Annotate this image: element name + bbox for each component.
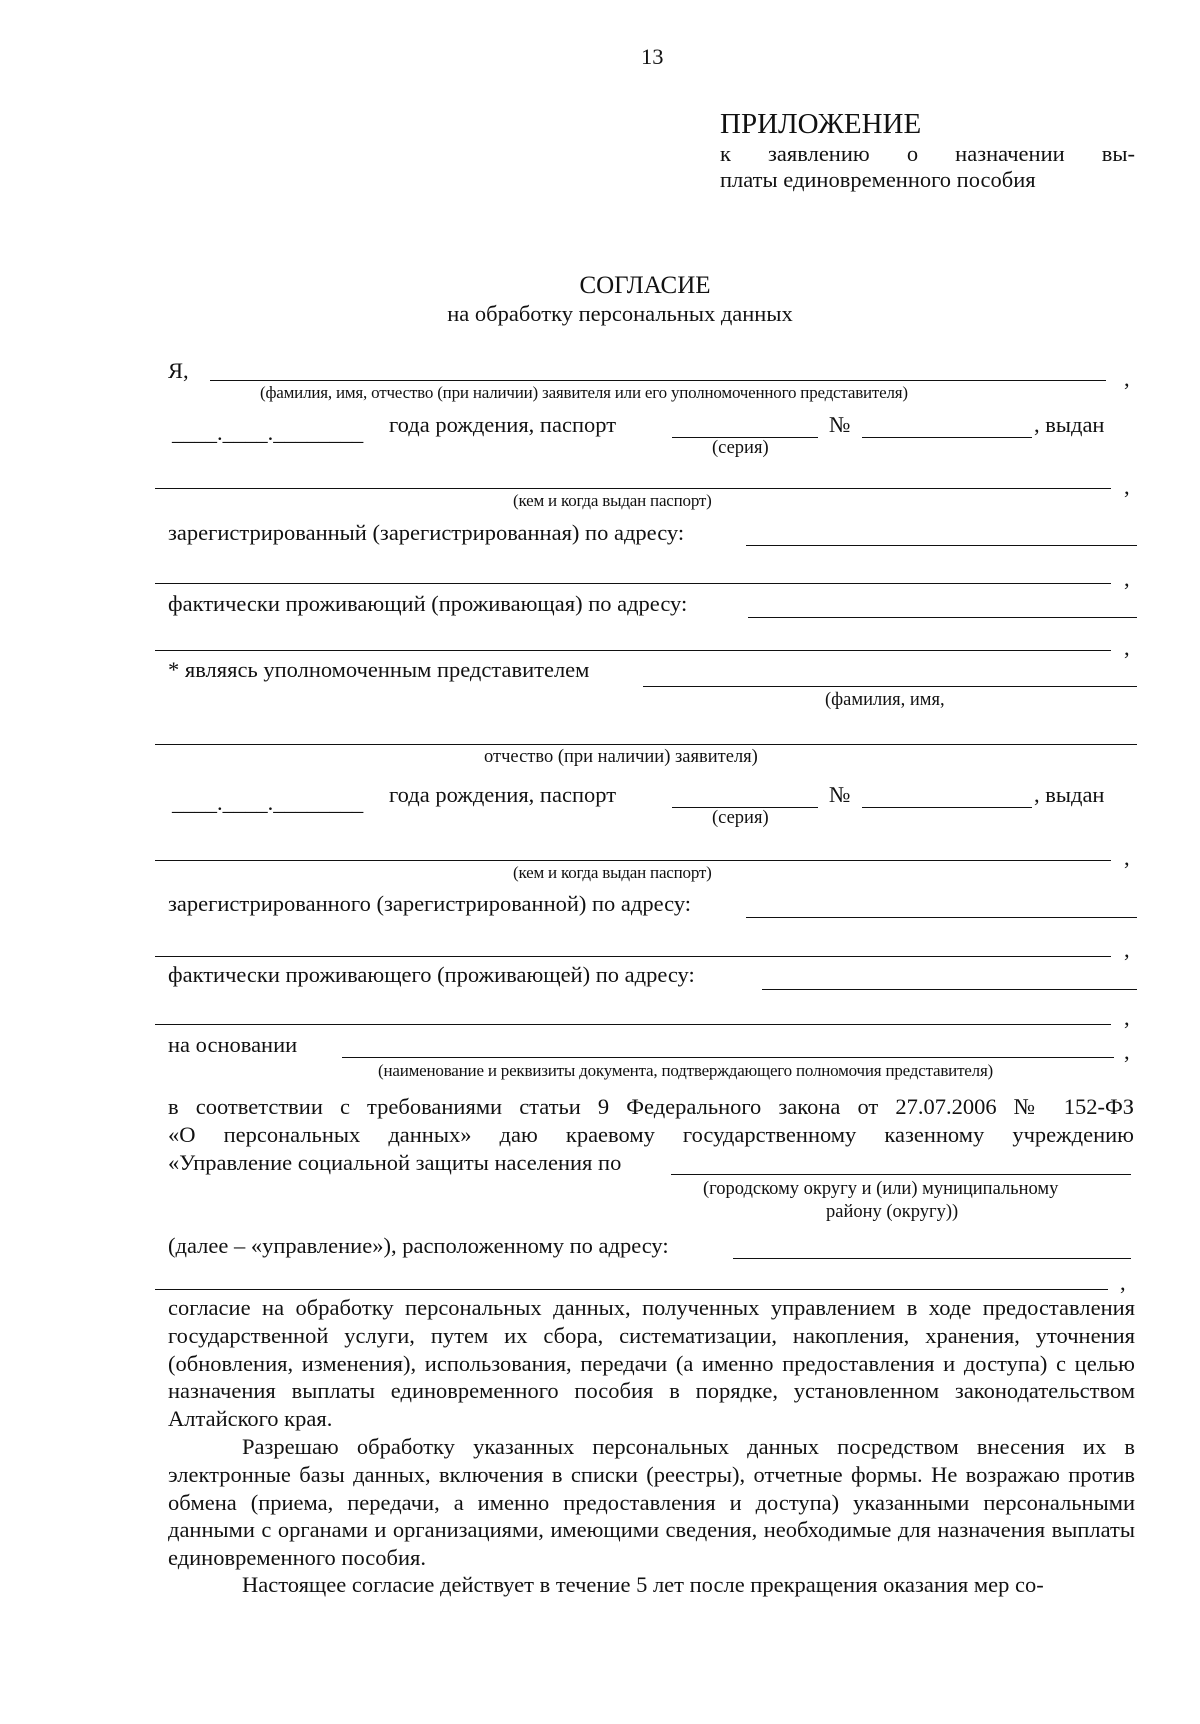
registered-address-field[interactable] <box>746 545 1137 546</box>
registered-label: зарегистрированный (зарегистрированная) по адресу: <box>168 520 685 545</box>
office-address-field-2[interactable] <box>155 1289 1108 1290</box>
rep-passport-number-field[interactable] <box>862 807 1032 808</box>
number-sign: № <box>829 412 851 437</box>
series-hint: (серия) <box>712 808 769 828</box>
basis-hint: (наименование и реквизиты документа, подтверждающего полномочия представителя) <box>378 1061 994 1080</box>
actual-label: фактически проживающий (проживающая) по адресу: <box>168 591 688 616</box>
paragraph-permission-text: Разрешаю обработку указанных персональных данных посредством внесения их в электронные базы данных, включения в списки (реестры), отчетные формы. Не возражаю против обмена (приема, передачи, а именно предоставления и доступа) указанными персональными данными с органами и организациями, имеющими сведения, необходимые для назначения выплаты единовременного пособия. <box>168 1434 1135 1571</box>
fio-hint: (фамилия, имя, отчество (при наличии) заявителя или его уполномоченного представителя) <box>260 383 908 402</box>
basis-label: на основании <box>168 1032 298 1057</box>
appendix-line-1: к заявлению о назначении вы- <box>720 141 1135 166</box>
page-number: 13 <box>641 44 664 69</box>
birth-date-field[interactable]: ____.____.________ <box>172 420 364 445</box>
address-label: (далее – «управление»), расположенному по адресу: <box>168 1233 669 1258</box>
appendix-line-2: платы единовременного пособия <box>720 167 1036 192</box>
fio-field[interactable] <box>210 380 1106 381</box>
law-line-3: «Управление социальной защиты населения по <box>168 1150 622 1175</box>
registered-rep-label: зарегистрированного (зарегистрированной) по адресу: <box>168 891 692 916</box>
issued-hint: (кем и когда выдан паспорт) <box>513 863 712 882</box>
actual-rep-label: фактически проживающего (проживающей) по адресу: <box>168 962 695 987</box>
comma: , <box>1120 1270 1126 1295</box>
law-line-1: в соответствии с требованиями статьи 9 Федерального закона от 27.07.2006 № 152-ФЗ <box>168 1094 1134 1119</box>
rep-issued-by-field[interactable] <box>155 860 1111 861</box>
rep-fio-hint-1: (фамилия, имя, <box>825 690 945 710</box>
rep-registered-address-field-2[interactable] <box>155 956 1111 957</box>
comma: , <box>1124 366 1130 391</box>
district-field[interactable] <box>671 1174 1131 1175</box>
paragraph-validity-text: Настоящее согласие действует в течение 5 лет после прекращения оказания мер со- <box>242 1572 1044 1597</box>
issued-by-field[interactable] <box>155 488 1111 489</box>
represented-fio-field[interactable] <box>643 686 1137 687</box>
paragraph-validity <box>168 1571 1135 1599</box>
office-address-field[interactable] <box>733 1258 1131 1259</box>
ya-label: Я, <box>168 358 189 383</box>
passport-number-field[interactable] <box>862 437 1032 438</box>
represented-fio-field-2[interactable] <box>155 744 1137 745</box>
rep-actual-address-field-2[interactable] <box>155 1024 1111 1025</box>
issued-hint: (кем и когда выдан паспорт) <box>513 491 712 510</box>
comma: , <box>1124 1039 1130 1064</box>
law-line-2: «О персональных данных» даю краевому государственному казенному учреждению <box>168 1122 1134 1147</box>
comma: , <box>1124 1005 1130 1030</box>
representative-label: * являясь уполномоченным представителем <box>168 657 590 682</box>
paragraph-permission <box>168 1433 1135 1572</box>
district-hint-2: району (округу)) <box>826 1202 959 1222</box>
comma: , <box>1124 566 1130 591</box>
registered-address-field-2[interactable] <box>155 583 1111 584</box>
number-sign: № <box>829 782 851 807</box>
rep-birth-date-field[interactable]: ____.____.________ <box>172 790 364 815</box>
district-hint-1: (городскому округу и (или) муниципальному <box>703 1179 1059 1199</box>
comma: , <box>1124 845 1130 870</box>
comma: , <box>1124 937 1130 962</box>
actual-address-field-2[interactable] <box>155 650 1111 651</box>
issued-label: , выдан <box>1034 782 1105 807</box>
paragraph-consent: согласие на обработку персональных данных, полученных управлением в ходе предоставления государственной услуги, путем их сбора, систематизации, накопления, хранения, уточнения (обновления, изменения), использования, передачи (а именно предоставления и доступа) с целью назначения выплаты единовременного пособия в порядке, установленном законодательством Алтайского края. <box>168 1295 1135 1432</box>
rep-birth-passport-label: года рождения, паспорт <box>389 782 617 807</box>
rep-fio-hint-2: отчество (при наличии) заявителя) <box>484 747 758 767</box>
birth-passport-label: года рождения, паспорт <box>389 412 617 437</box>
rep-registered-address-field[interactable] <box>746 917 1137 918</box>
rep-actual-address-field[interactable] <box>762 989 1137 990</box>
comma: , <box>1124 474 1130 499</box>
consent-subtitle: на обработку персональных данных <box>447 301 793 326</box>
appendix-title: ПРИЛОЖЕНИЕ <box>720 108 922 140</box>
consent-title: СОГЛАСИЕ <box>579 272 711 299</box>
series-hint: (серия) <box>712 438 769 458</box>
comma: , <box>1124 635 1130 660</box>
actual-address-field[interactable] <box>748 617 1137 618</box>
issued-label: , выдан <box>1034 412 1105 437</box>
basis-field[interactable] <box>342 1057 1114 1058</box>
